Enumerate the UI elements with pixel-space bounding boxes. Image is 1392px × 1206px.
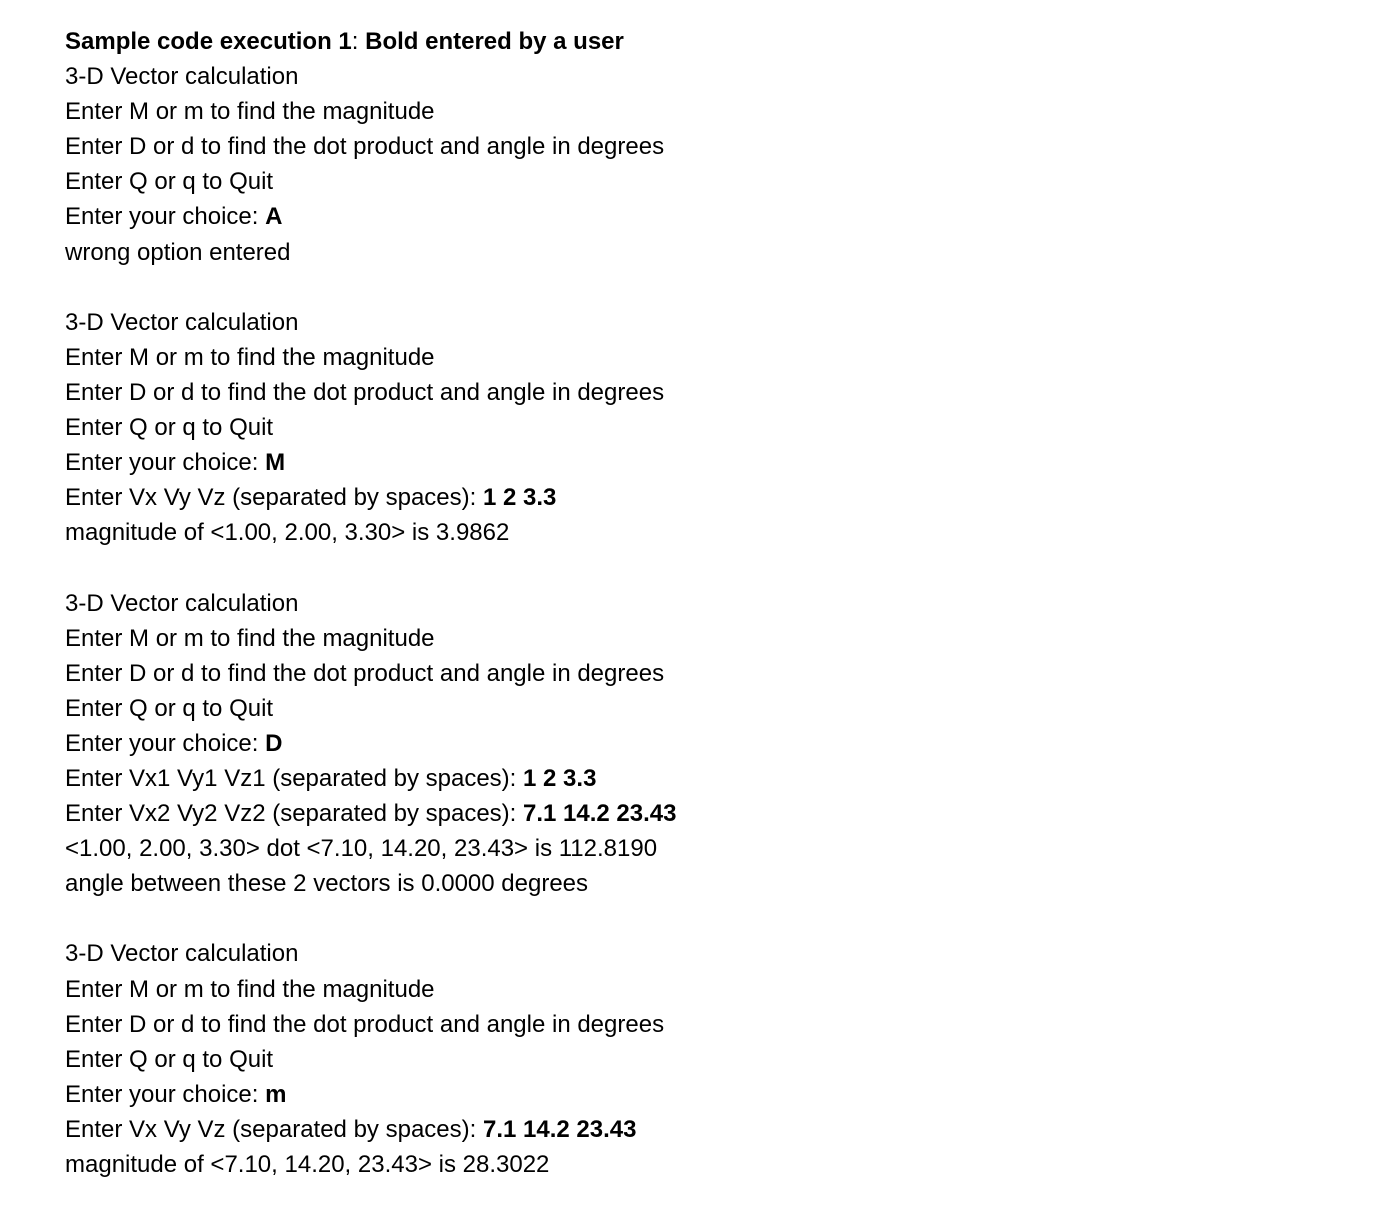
choice-prompt: Enter your choice: [65, 729, 266, 757]
vector-input: 7.1 14.2 23.43 [482, 1115, 637, 1143]
vector1-prompt: Enter Vx1 Vy1 Vz1 (separated by spaces): [65, 764, 524, 792]
menu-option-magnitude: Enter M or m to find the magnitude [65, 624, 435, 652]
menu-option-dot: Enter D or d to find the dot product and angle in degrees [65, 659, 665, 687]
heading-title: Sample code execution 1 [65, 28, 352, 55]
choice-input: M [265, 449, 286, 477]
menu-option-magnitude: Enter M or m to find the magnitude [65, 98, 435, 126]
vector-prompt: Enter Vx Vy Vz (separated by spaces): [65, 484, 483, 512]
menu-option-dot: Enter D or d to find the dot product and angle in degrees [65, 133, 665, 161]
choice-line [65, 726, 1325, 761]
menu-title: 3-D Vector calculation [65, 940, 299, 968]
choice-line [65, 445, 1325, 480]
menu-title: 3-D Vector calculation [65, 308, 299, 336]
vector1-input: 1 2 3.3 [523, 764, 597, 792]
vector1-line [65, 761, 1325, 796]
choice-input: D [265, 729, 283, 757]
blank-line [65, 270, 1325, 305]
result-line: wrong option entered [65, 238, 291, 266]
vector-line [65, 480, 1325, 515]
choice-line [65, 1077, 1325, 1112]
vector-input: 1 2 3.3 [482, 484, 557, 512]
vector2-line [65, 796, 1325, 831]
document-heading [65, 24, 1325, 59]
heading-separator: : [351, 28, 366, 55]
menu-option-magnitude: Enter M or m to find the magnitude [65, 343, 435, 371]
menu-option-dot: Enter D or d to find the dot product and angle in degrees [65, 1010, 665, 1038]
choice-prompt: Enter your choice: [65, 1080, 266, 1108]
result-line: <1.00, 2.00, 3.30> dot <7.10, 14.20, 23.43> is 112.8190 [65, 835, 658, 863]
vector2-input: 7.1 14.2 23.43 [523, 800, 677, 828]
choice-prompt: Enter your choice: [65, 203, 266, 231]
menu-option-dot: Enter D or d to find the dot product and angle in degrees [65, 378, 665, 406]
menu-option-quit: Enter Q or q to Quit [65, 694, 274, 722]
execution-run-1 [65, 59, 1325, 270]
execution-run-3 [65, 586, 1325, 902]
menu-option-quit: Enter Q or q to Quit [65, 1045, 274, 1073]
choice-line [65, 199, 1325, 234]
choice-prompt: Enter your choice: [65, 449, 266, 477]
execution-run-4 [65, 936, 1325, 1182]
heading-subtitle: Bold entered by a user [365, 28, 624, 55]
menu-option-magnitude: Enter M or m to find the magnitude [65, 975, 435, 1003]
vector-prompt: Enter Vx Vy Vz (separated by spaces): [65, 1115, 483, 1143]
menu-option-quit: Enter Q or q to Quit [65, 414, 274, 442]
vector2-prompt: Enter Vx2 Vy2 Vz2 (separated by spaces): [65, 800, 524, 828]
menu-title: 3-D Vector calculation [65, 589, 299, 617]
angle-result-line: angle between these 2 vectors is 0.0000 degrees [65, 870, 589, 898]
execution-run-2 [65, 305, 1325, 551]
choice-input: A [265, 203, 283, 231]
menu-title: 3-D Vector calculation [65, 63, 299, 91]
result-line: magnitude of <1.00, 2.00, 3.30> is 3.9862 [65, 519, 510, 547]
result-line: magnitude of <7.10, 14.20, 23.43> is 28.3022 [65, 1151, 550, 1178]
sample-execution-document [65, 24, 1325, 1182]
choice-input: m [265, 1080, 287, 1108]
vector-line [65, 1112, 1325, 1147]
blank-line [65, 901, 1325, 936]
menu-option-quit: Enter Q or q to Quit [65, 168, 274, 196]
blank-line [65, 550, 1325, 585]
